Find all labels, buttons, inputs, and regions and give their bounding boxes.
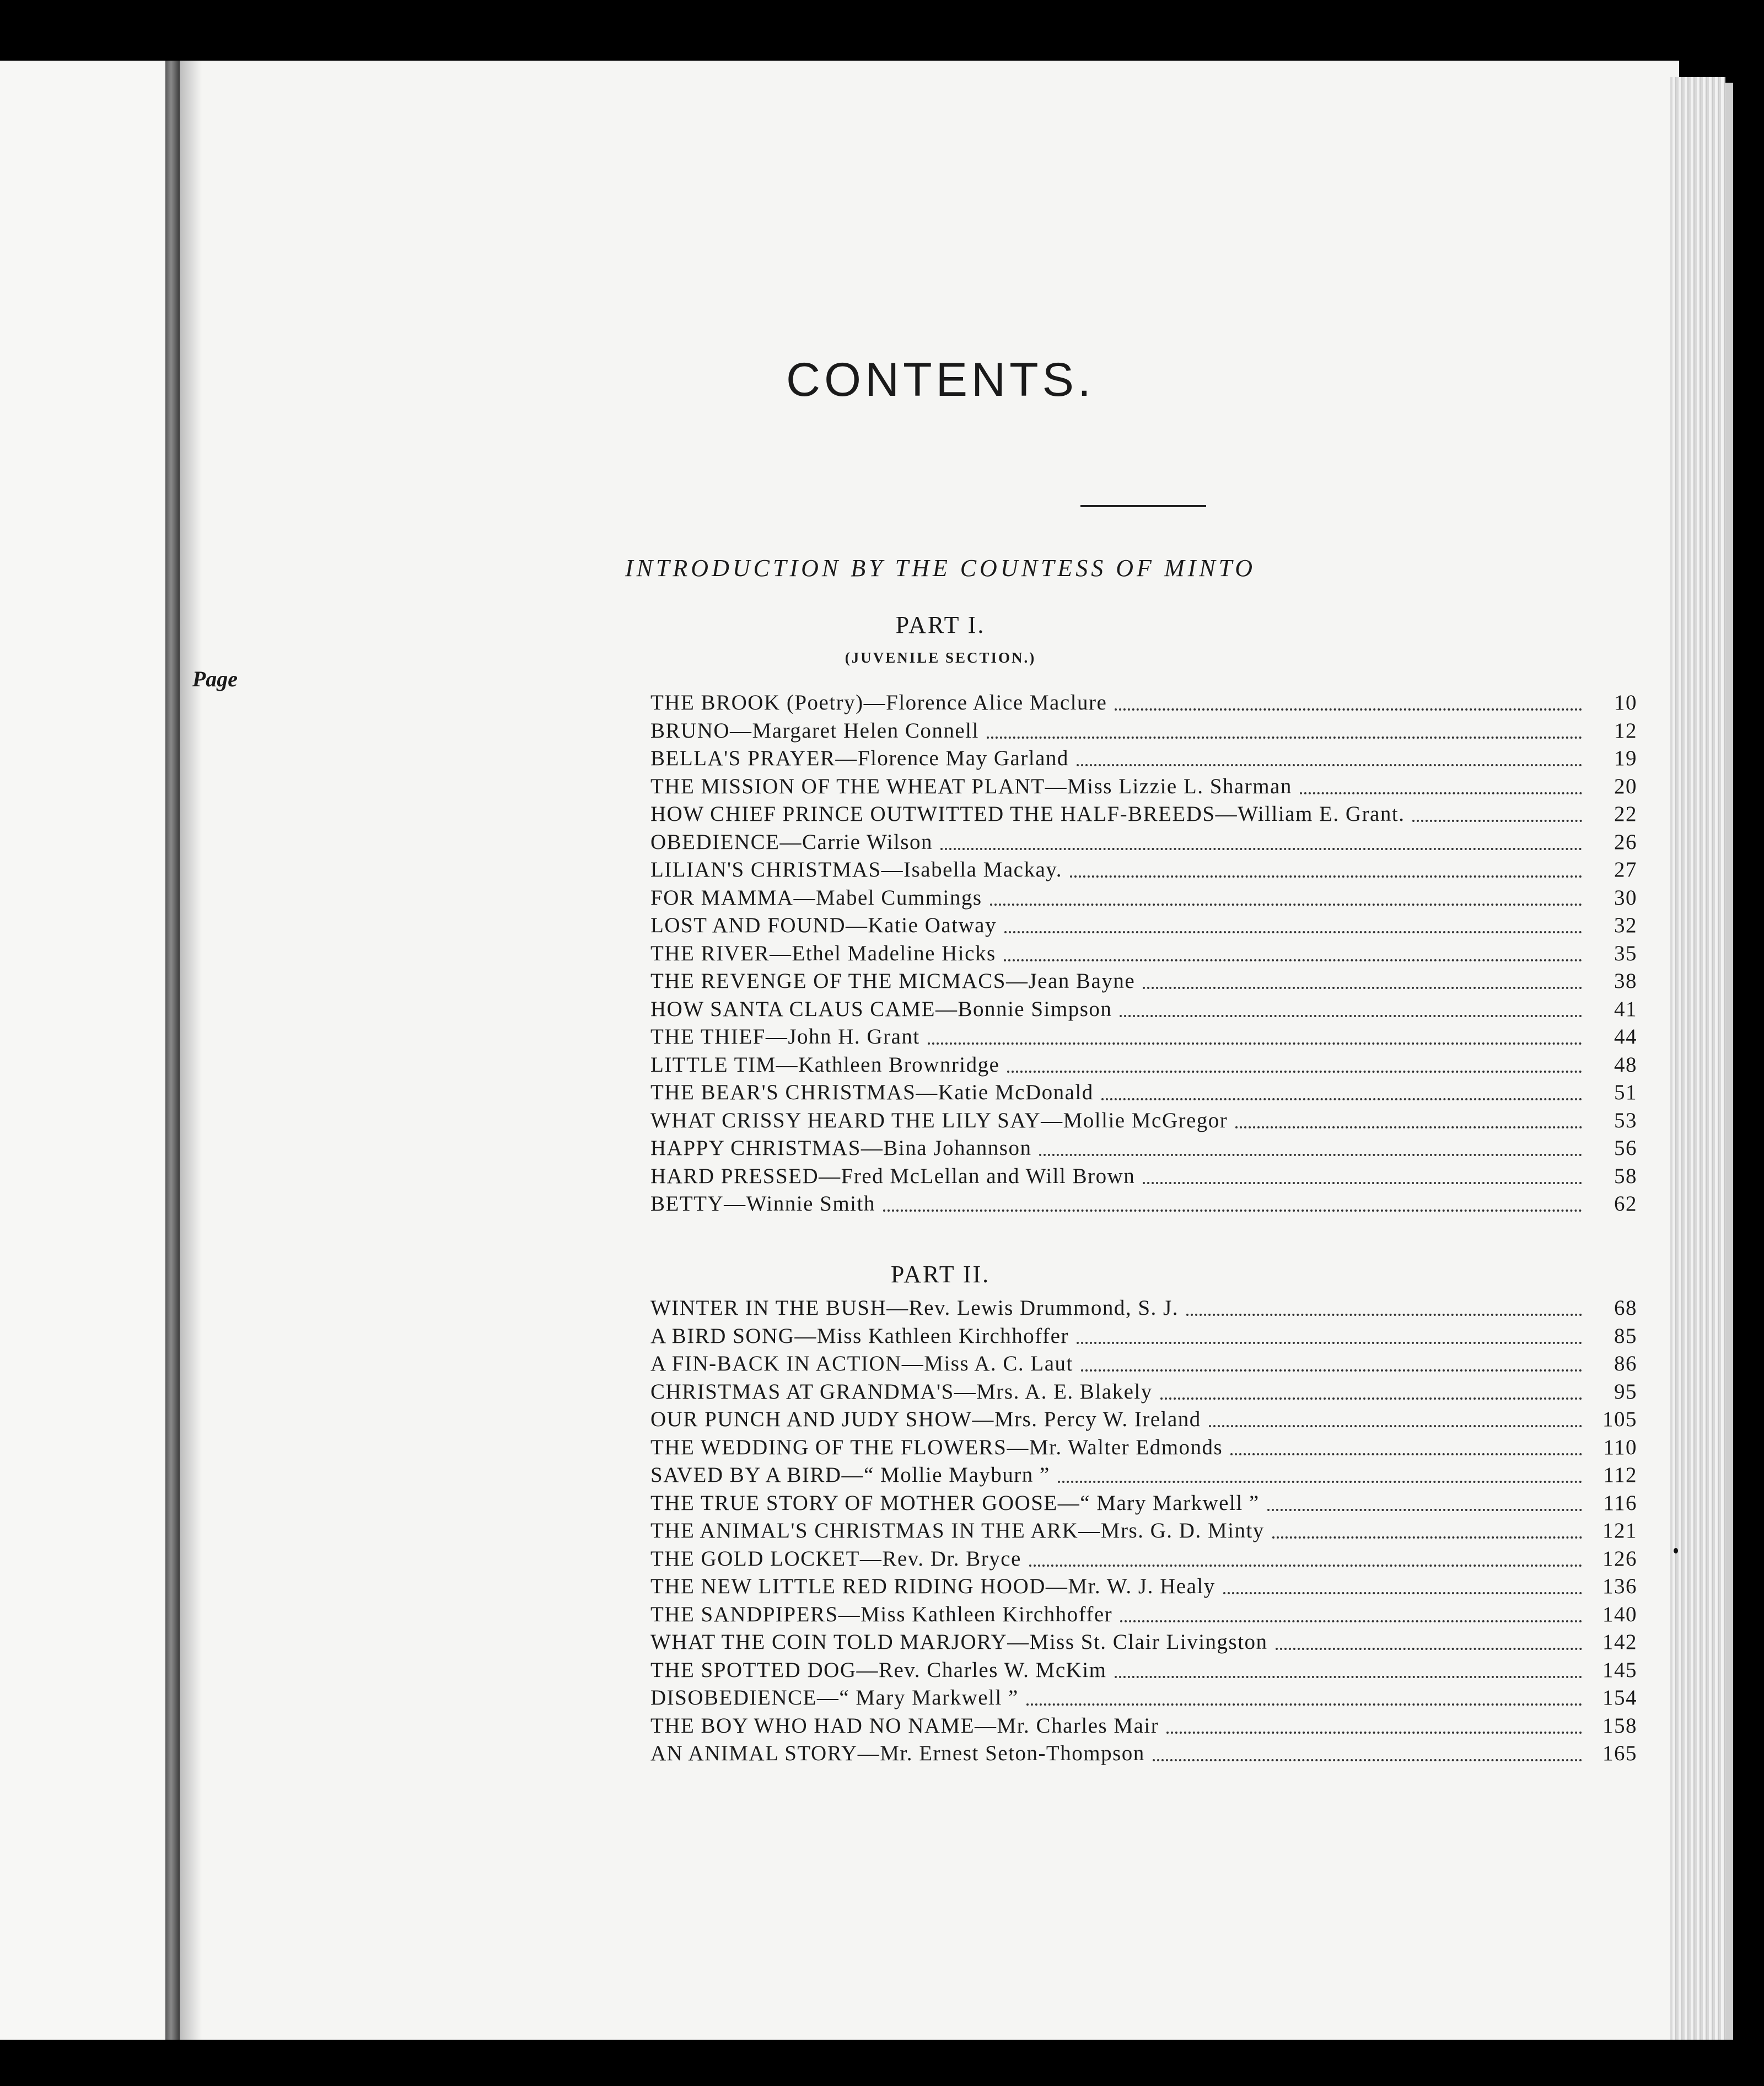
toc-entry-title: THE REVENGE OF THE MICMACS—Jean Bayne (650, 969, 1136, 993)
toc-entry (650, 997, 1637, 1025)
toc-entry-page: 95 (1614, 1379, 1637, 1404)
juvenile-section-note: (JUVENILE SECTION.) (845, 649, 1036, 666)
toc-entry-title: HAPPY CHRISTMAS—Bina Johannson (650, 1136, 1032, 1160)
dot-leader (1007, 1071, 1582, 1073)
toc-entry-title: THE SPOTTED DOG—Rev. Charles W. McKim (650, 1658, 1107, 1682)
toc-entry-title: OUR PUNCH AND JUDY SHOW—Mrs. Percy W. Ireland (650, 1407, 1201, 1431)
toc-entry (650, 774, 1637, 802)
dot-leader (928, 1042, 1582, 1045)
dot-leader (883, 1209, 1582, 1212)
introduction-line: INTRODUCTION BY THE COUNTESS OF MINTO (625, 555, 1256, 582)
toc-entry-page: 48 (1614, 1052, 1637, 1077)
dot-leader (1004, 959, 1582, 961)
part-one-heading: PART I. (895, 611, 986, 638)
dot-leader (1077, 1342, 1582, 1344)
toc-entry (650, 1685, 1637, 1713)
toc-entry-title: WHAT THE COIN TOLD MARJORY—Miss St. Clair Livingston (650, 1630, 1268, 1654)
toc-entry-page: 116 (1603, 1491, 1637, 1515)
page-title: CONTENTS. (786, 353, 1095, 406)
dot-leader (1070, 875, 1582, 878)
dot-leader (1230, 1453, 1582, 1455)
dot-leader (1081, 1369, 1582, 1372)
page-column-label: Page (192, 666, 238, 691)
toc-entry-title: A BIRD SONG—Miss Kathleen Kirchhoffer (650, 1324, 1069, 1348)
toc-entry-page: 145 (1602, 1658, 1637, 1682)
toc-entry-title: BETTY—Winnie Smith (650, 1192, 875, 1216)
toc-entry-page: 30 (1614, 885, 1637, 910)
toc-entry (650, 1164, 1637, 1192)
toc-entry-page: 12 (1614, 718, 1637, 743)
toc-entry (650, 1546, 1637, 1574)
dot-leader (1026, 1703, 1582, 1706)
toc-entry (650, 1741, 1637, 1769)
toc-entry-page: 51 (1614, 1080, 1637, 1104)
dot-leader (1160, 1397, 1582, 1400)
toc-entry (650, 746, 1637, 774)
dot-leader (990, 904, 1582, 906)
toc-entry-page: 26 (1614, 830, 1637, 854)
toc-entry-title: HOW SANTA CLAUS CAME—Bonnie Simpson (650, 997, 1112, 1021)
book-cover-edge (1725, 83, 1733, 2040)
dot-leader (1029, 1564, 1582, 1567)
toc-entry-title: WHAT CRISSY HEARD THE LILY SAY—Mollie McGregor (650, 1108, 1228, 1132)
dot-leader (1058, 1481, 1582, 1483)
dot-leader (1186, 1314, 1582, 1316)
dot-leader (1077, 764, 1582, 766)
toc-entry-page: 158 (1602, 1713, 1637, 1738)
toc-entry (650, 1630, 1637, 1658)
toc-entry-title: THE MISSION OF THE WHEAT PLANT—Miss Lizzie L. Sharman (650, 774, 1292, 798)
dot-leader (1120, 1620, 1582, 1622)
toc-entry-title: HARD PRESSED—Fred McLellan and Will Brown (650, 1164, 1136, 1188)
toc-entry-title: LILIAN'S CHRISTMAS—Isabella Mackay. (650, 858, 1062, 881)
toc-entry (650, 1518, 1637, 1546)
toc-entry-title: THE RIVER—Ethel Madeline Hicks (650, 941, 996, 965)
gutter-shadow (180, 61, 202, 2040)
toc-entry (650, 1379, 1637, 1407)
toc-entry (650, 941, 1637, 969)
toc-entry (650, 1351, 1637, 1379)
toc-entry-title: LITTLE TIM—Kathleen Brownridge (650, 1052, 1000, 1077)
dot-leader (940, 848, 1582, 850)
toc-entry-page: 165 (1602, 1741, 1637, 1765)
toc-entry-title: THE SANDPIPERS—Miss Kathleen Kirchhoffer (650, 1602, 1113, 1626)
dot-leader (1101, 1098, 1582, 1100)
toc-entry-title: THE THIEF—John H. Grant (650, 1025, 920, 1049)
toc-entry (650, 690, 1637, 718)
toc-entry (650, 913, 1637, 941)
toc-entry-page: 56 (1614, 1136, 1637, 1160)
dot-leader (1004, 931, 1582, 933)
dot-leader (1115, 708, 1582, 711)
toc-entry-title: LOST AND FOUND—Katie Oatway (650, 913, 997, 937)
dot-leader (1272, 1536, 1582, 1539)
toc-entry (650, 1191, 1637, 1219)
dot-leader (1300, 792, 1582, 794)
toc-entry-page: 32 (1614, 913, 1637, 937)
toc-entry-title: SAVED BY A BIRD—“ Mollie Mayburn ” (650, 1463, 1050, 1487)
toc-entry (650, 1024, 1637, 1052)
toc-entry-title: THE WEDDING OF THE FLOWERS—Mr. Walter Edmonds (650, 1435, 1223, 1459)
title-rule (1080, 505, 1206, 507)
dot-leader (1166, 1732, 1582, 1734)
toc-entry-page: 20 (1614, 774, 1637, 798)
toc-entry-page: 53 (1614, 1108, 1637, 1132)
toc-entry-title: BELLA'S PRAYER—Florence May Garland (650, 746, 1069, 770)
toc-entry-page: 58 (1614, 1164, 1637, 1188)
toc-entry-page: 86 (1614, 1352, 1637, 1375)
toc-entry-title: THE NEW LITTLE RED RIDING HOOD—Mr. W. J. Healy (650, 1574, 1216, 1598)
facing-page-edge (0, 61, 165, 2040)
toc-entry (650, 1463, 1637, 1491)
toc-entry (650, 1052, 1637, 1080)
dot-leader (1276, 1648, 1582, 1650)
toc-entry-page: 38 (1614, 969, 1637, 993)
toc-entry (650, 1108, 1637, 1136)
scan-speck (1674, 1548, 1678, 1553)
toc-entry-page: 142 (1602, 1630, 1637, 1654)
dot-leader (1235, 1126, 1582, 1128)
dot-leader (1143, 987, 1582, 989)
dot-leader (1209, 1425, 1582, 1427)
toc-entry-page: 121 (1602, 1519, 1637, 1542)
dot-leader (1223, 1592, 1582, 1594)
dot-leader (1039, 1154, 1582, 1156)
toc-entry-title: THE BEAR'S CHRISTMAS—Katie McDonald (650, 1080, 1094, 1104)
toc-entry (650, 1713, 1637, 1741)
toc-entry-title: A FIN-BACK IN ACTION—Miss A. C. Laut (650, 1352, 1073, 1375)
toc-entry-page: 112 (1603, 1463, 1637, 1487)
part-one-contents-list (650, 690, 1637, 1219)
toc-entry-page: 85 (1614, 1324, 1637, 1348)
toc-entry (650, 1574, 1637, 1602)
toc-entry (650, 1658, 1637, 1686)
toc-entry-page: 154 (1602, 1686, 1637, 1709)
toc-entry-title: THE GOLD LOCKET—Rev. Dr. Bryce (650, 1546, 1021, 1571)
dot-leader (1267, 1509, 1582, 1511)
toc-entry-page: 27 (1614, 858, 1637, 881)
toc-entry-title: THE BROOK (Poetry)—Florence Alice Maclure (650, 691, 1107, 714)
toc-entry (650, 830, 1637, 858)
part-two-contents-list (650, 1295, 1637, 1769)
toc-entry (650, 1080, 1637, 1108)
toc-entry (650, 1324, 1637, 1352)
toc-entry-page: 68 (1614, 1296, 1637, 1320)
toc-entry-page: 19 (1614, 746, 1637, 770)
toc-entry (650, 1407, 1637, 1435)
dot-leader (1153, 1759, 1582, 1761)
toc-entry-page: 136 (1602, 1574, 1637, 1598)
toc-entry-title: THE TRUE STORY OF MOTHER GOOSE—“ Mary Markwell ” (650, 1491, 1260, 1515)
toc-entry (650, 857, 1637, 885)
toc-entry-title: THE BOY WHO HAD NO NAME—Mr. Charles Mair (650, 1713, 1159, 1738)
dot-leader (1143, 1182, 1582, 1184)
toc-entry-title: BRUNO—Margaret Helen Connell (650, 718, 979, 743)
dot-leader (1115, 1676, 1582, 1678)
toc-entry (650, 1491, 1637, 1519)
part-two-heading: PART II. (890, 1261, 991, 1288)
toc-entry-page: 126 (1602, 1546, 1637, 1571)
toc-entry (650, 802, 1637, 830)
toc-entry-title: HOW CHIEF PRINCE OUTWITTED THE HALF-BREEDS—William E. Grant. (650, 802, 1405, 826)
toc-entry-title: DISOBEDIENCE—“ Mary Markwell ” (650, 1686, 1019, 1709)
toc-entry (650, 969, 1637, 997)
page-stack-edge (1670, 77, 1725, 2040)
toc-entry-page: 44 (1614, 1025, 1637, 1049)
toc-entry-page: 62 (1614, 1192, 1637, 1216)
toc-entry-title: FOR MAMMA—Mabel Cummings (650, 885, 982, 910)
toc-entry-page: 41 (1614, 997, 1637, 1021)
book-gutter (165, 61, 180, 2040)
toc-entry-title: THE ANIMAL'S CHRISTMAS IN THE ARK—Mrs. G. D. Minty (650, 1519, 1265, 1542)
toc-entry (650, 1295, 1637, 1324)
toc-entry (650, 1435, 1637, 1463)
toc-entry-title: WINTER IN THE BUSH—Rev. Lewis Drummond, S. J. (650, 1296, 1179, 1320)
toc-entry (650, 885, 1637, 913)
toc-entry-title: OBEDIENCE—Carrie Wilson (650, 830, 933, 854)
toc-entry (650, 1602, 1637, 1630)
toc-entry (650, 1136, 1637, 1164)
toc-entry-page: 10 (1614, 691, 1637, 714)
dot-leader (1120, 1015, 1582, 1017)
toc-entry-page: 110 (1603, 1435, 1637, 1459)
toc-entry-title: CHRISTMAS AT GRANDMA'S—Mrs. A. E. Blakely (650, 1379, 1153, 1404)
dot-leader (1412, 820, 1582, 822)
toc-entry-page: 140 (1602, 1602, 1637, 1626)
contents-page (192, 61, 1679, 2040)
dot-leader (987, 736, 1582, 739)
toc-entry (650, 718, 1637, 746)
toc-entry-page: 105 (1602, 1407, 1637, 1431)
toc-entry-page: 35 (1614, 941, 1637, 965)
toc-entry-title: AN ANIMAL STORY—Mr. Ernest Seton-Thompson (650, 1741, 1145, 1765)
toc-entry-page: 22 (1614, 802, 1637, 826)
